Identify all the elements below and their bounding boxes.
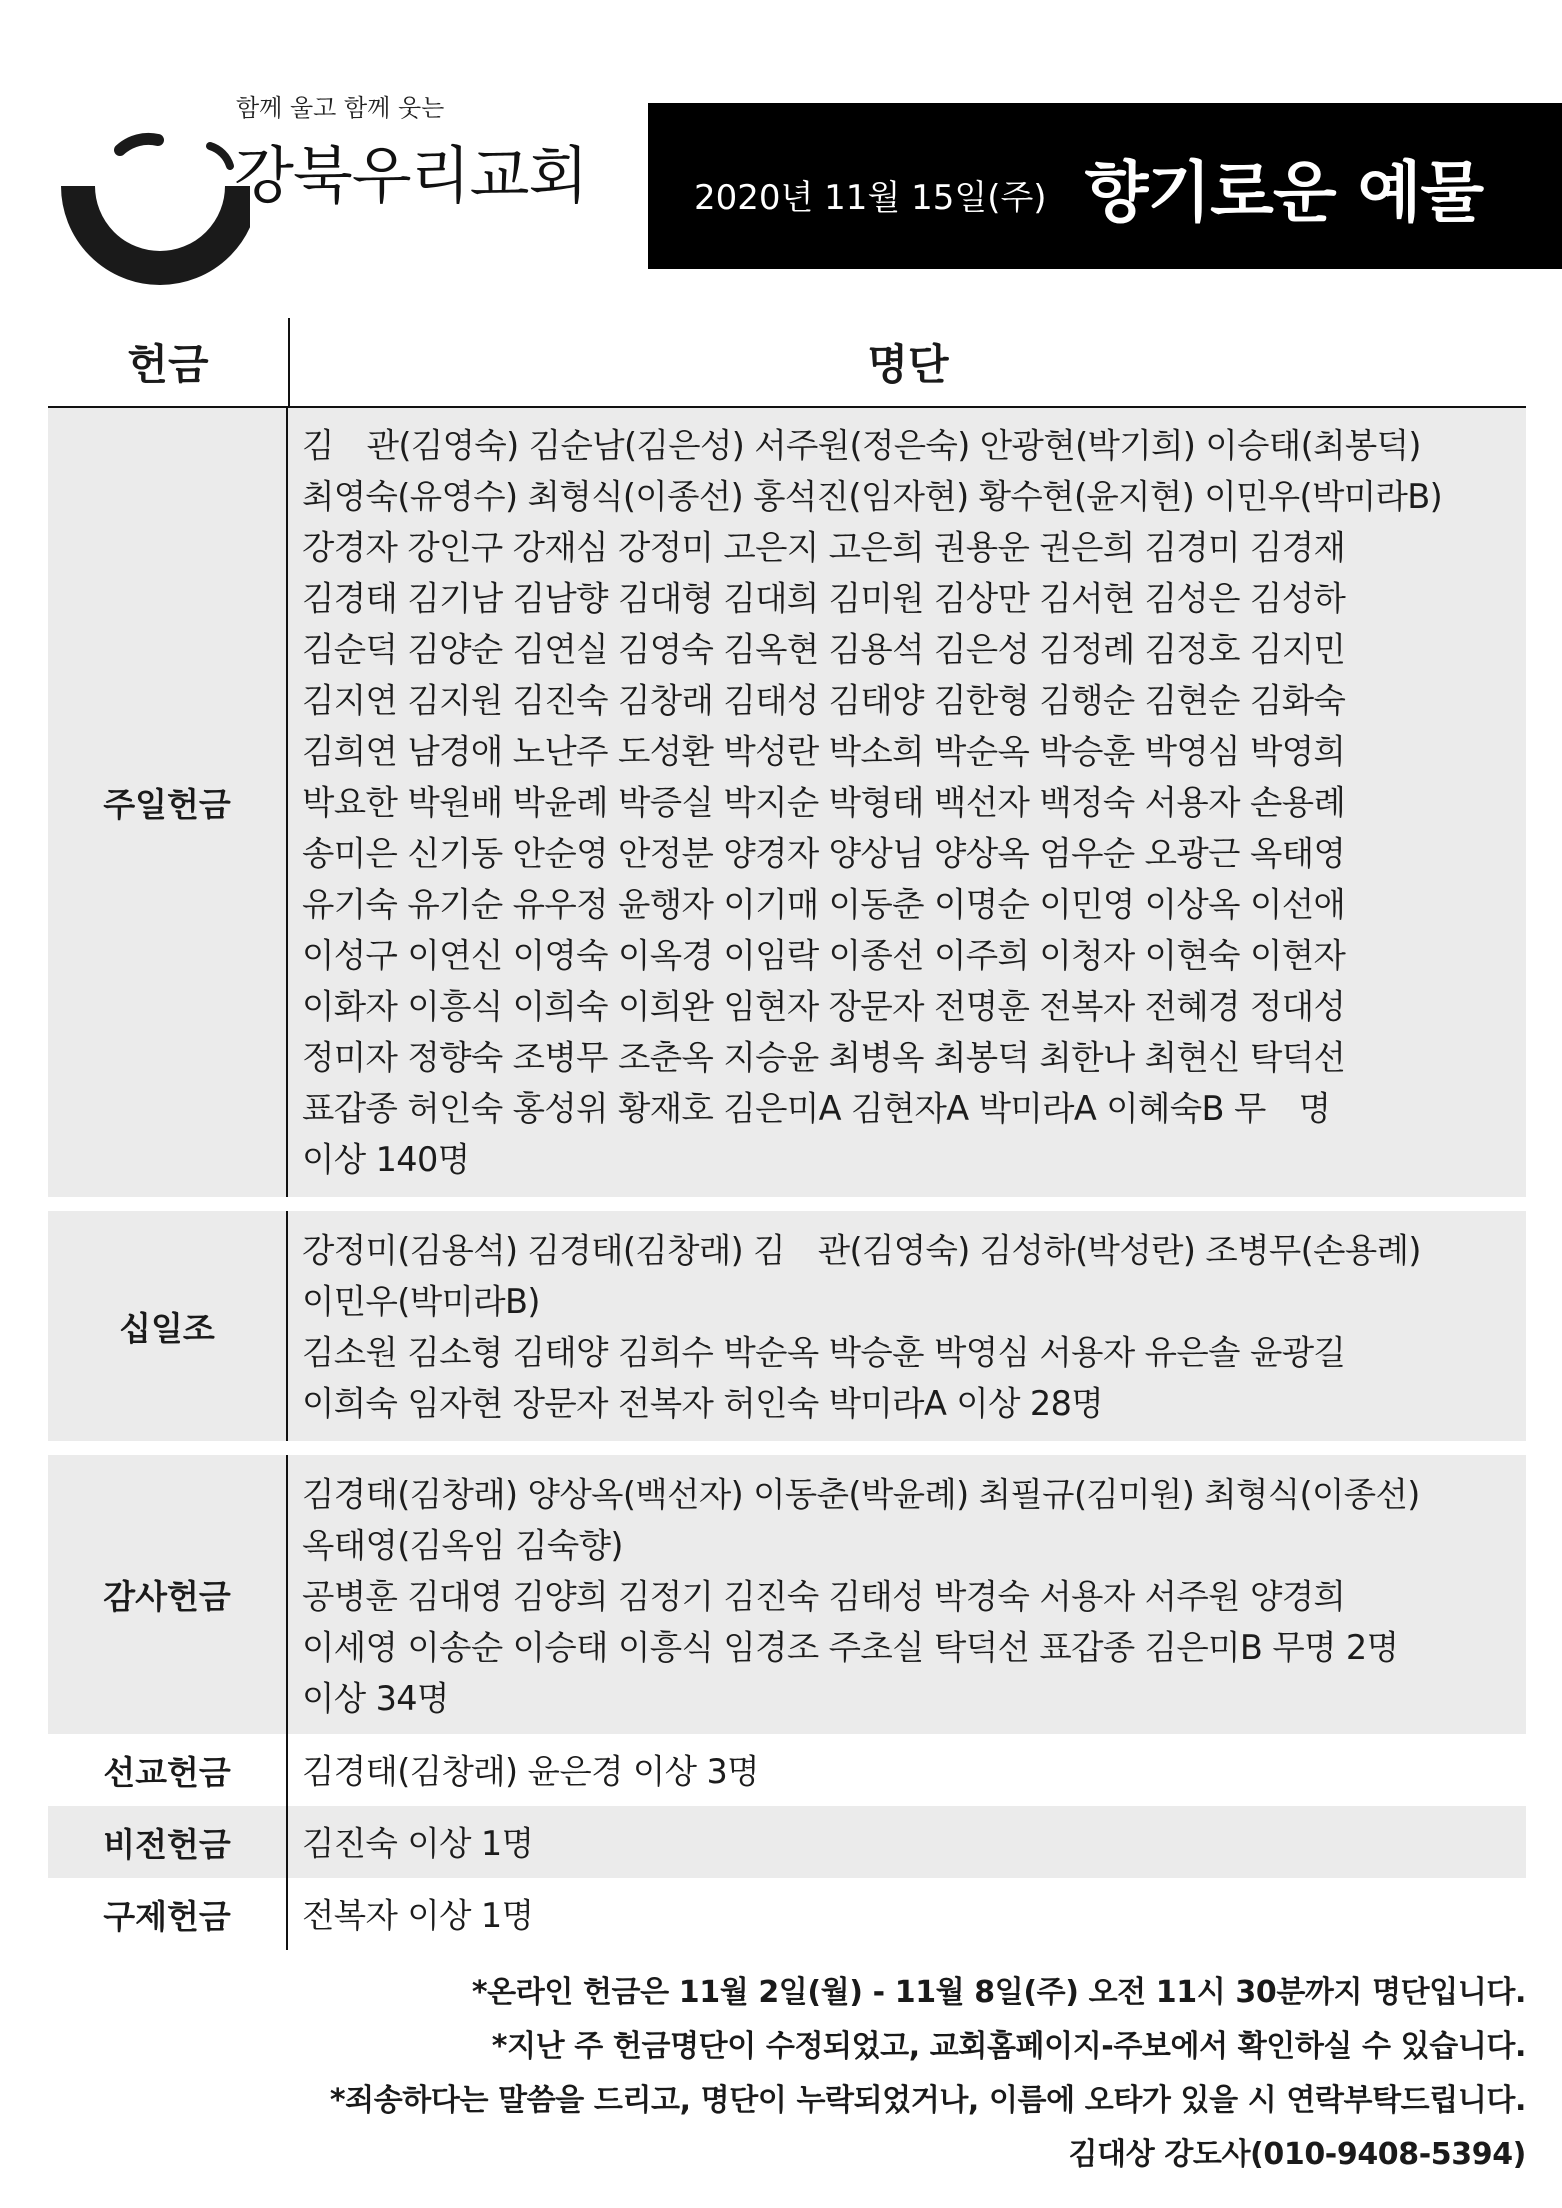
name-line: 강경자 강인구 강재심 강정미 고은지 고은희 권용운 권은희 김경미 김경재 — [302, 528, 1346, 567]
row-mission-offering — [48, 1734, 1526, 1806]
name-line: 김경태 김기남 김남향 김대형 김대희 김미원 김상만 김서현 김성은 김성하 — [302, 579, 1346, 618]
title-banner — [648, 103, 1562, 269]
row-vision-offering — [48, 1806, 1526, 1878]
name-line: 이세영 이송순 이승태 이흥식 임경조 주초실 탁덕선 표갑종 김은미B 무명 2명 — [302, 1628, 1399, 1667]
church-logo-icon — [60, 106, 250, 296]
category-label: 구제헌금 — [48, 1878, 288, 1950]
category-label: 주일헌금 — [48, 408, 288, 1197]
name-line: 박요한 박원배 박윤례 박증실 박지순 박형태 백선자 백정숙 서용자 손용례 — [302, 783, 1346, 822]
name-line: 이민우(박미라B) — [302, 1282, 540, 1321]
name-line: 최영숙(유영수) 최형식(이종선) 홍석진(임자현) 황수현(윤지현) 이민우(박미라B) — [302, 477, 1443, 516]
page-title: 향기로운 예물 — [1084, 153, 1484, 231]
name-line: 이화자 이흥식 이희숙 이희완 임현자 장문자 전명훈 전복자 전혜경 정대성 — [302, 987, 1346, 1026]
name-line: 김소원 김소형 김태양 김희수 박순옥 박승훈 박영심 서용자 유은솔 윤광길 — [302, 1333, 1346, 1372]
note-correction: *지난 주 헌금명단이 수정되었고, 교회홈페이지-주보에서 확인하실 수 있습니다. — [491, 2029, 1526, 2064]
name-line: 이희숙 임자현 장문자 전복자 허인숙 박미라A 이상 28명 — [302, 1384, 1104, 1423]
name-line: 김경태(김창래) 윤은경 이상 3명 — [302, 1752, 759, 1791]
category-label: 감사헌금 — [48, 1455, 288, 1734]
row-sunday-offering — [48, 408, 1526, 1197]
category-label: 선교헌금 — [48, 1734, 288, 1806]
name-list — [288, 1211, 1526, 1441]
name-line: 김지연 김지원 김진숙 김창래 김태성 김태양 김한형 김행순 김현순 김화숙 — [302, 681, 1346, 720]
name-list — [288, 1878, 1526, 1950]
row-thanksgiving-offering — [48, 1455, 1526, 1734]
name-line: 유기숙 유기순 유우정 윤행자 이기매 이동춘 이명순 이민영 이상옥 이선애 — [302, 885, 1346, 924]
name-line: 송미은 신기동 안순영 안정분 양경자 양상님 양상옥 엄우순 오광근 옥태영 — [302, 834, 1346, 873]
column-header-offering: 헌금 — [48, 318, 290, 406]
offering-table — [48, 318, 1526, 1950]
table-header — [48, 318, 1526, 408]
church-name: 강북우리교회 — [234, 139, 588, 212]
name-line: 강정미(김용석) 김경태(김창래) 김 관(김영숙) 김성하(박성란) 조병무(손용례) — [302, 1231, 1421, 1270]
name-line: 표갑종 허인숙 홍성위 황재호 김은미A 김현자A 박미라A 이혜숙B 무 명 — [302, 1089, 1331, 1128]
name-line: 이상 34명 — [302, 1679, 449, 1718]
service-date: 2020년 11월 15일(주) — [694, 177, 1047, 218]
name-line: 옥태영(김옥임 김숙향) — [302, 1526, 623, 1565]
note-online-period: *온라인 헌금은 11월 2일(월) - 11월 8일(주) 오전 11시 30분까지 명단입니다. — [471, 1975, 1526, 2010]
category-label: 십일조 — [48, 1211, 288, 1441]
name-line: 이성구 이연신 이영숙 이옥경 이임락 이종선 이주희 이청자 이현숙 이현자 — [302, 936, 1346, 975]
row-tithe — [48, 1211, 1526, 1441]
note-apology: *죄송하다는 말씀을 드리고, 명단이 누락되었거나, 이름에 오타가 있을 시 연락부탁드립니다. — [329, 2083, 1526, 2118]
name-line: 김경태(김창래) 양상옥(백선자) 이동춘(박윤례) 최필규(김미원) 최형식(이종선) — [302, 1475, 1420, 1514]
name-line: 김순덕 김양순 김연실 김영숙 김옥현 김용석 김은성 김정례 김정호 김지민 — [302, 630, 1346, 669]
row-relief-offering — [48, 1878, 1526, 1950]
name-list — [288, 1455, 1526, 1734]
category-label: 비전헌금 — [48, 1806, 288, 1878]
name-line: 이상 140명 — [302, 1140, 470, 1179]
name-list — [288, 408, 1526, 1197]
name-line: 전복자 이상 1명 — [302, 1896, 534, 1935]
column-header-names: 명단 — [867, 340, 949, 389]
name-line: 정미자 정향숙 조병무 조춘옥 지승윤 최병옥 최봉덕 최한나 최현신 탁덕선 — [302, 1038, 1346, 1077]
church-tagline: 함께 울고 함께 웃는 — [236, 94, 445, 122]
name-line: 김진숙 이상 1명 — [302, 1824, 534, 1863]
name-list — [288, 1734, 1526, 1806]
name-list — [288, 1806, 1526, 1878]
name-line: 김 관(김영숙) 김순남(김은성) 서주원(정은숙) 안광현(박기희) 이승태(최봉덕) — [302, 426, 1421, 465]
name-line: 공병훈 김대영 김양희 김정기 김진숙 김태성 박경숙 서용자 서주원 양경희 — [302, 1577, 1346, 1616]
name-line: 김희연 남경애 노난주 도성환 박성란 박소희 박순옥 박승훈 박영심 박영희 — [302, 732, 1346, 771]
footnotes — [330, 1966, 1526, 2182]
contact-line: 김대상 강도사(010-9408-5394) — [1068, 2137, 1526, 2172]
